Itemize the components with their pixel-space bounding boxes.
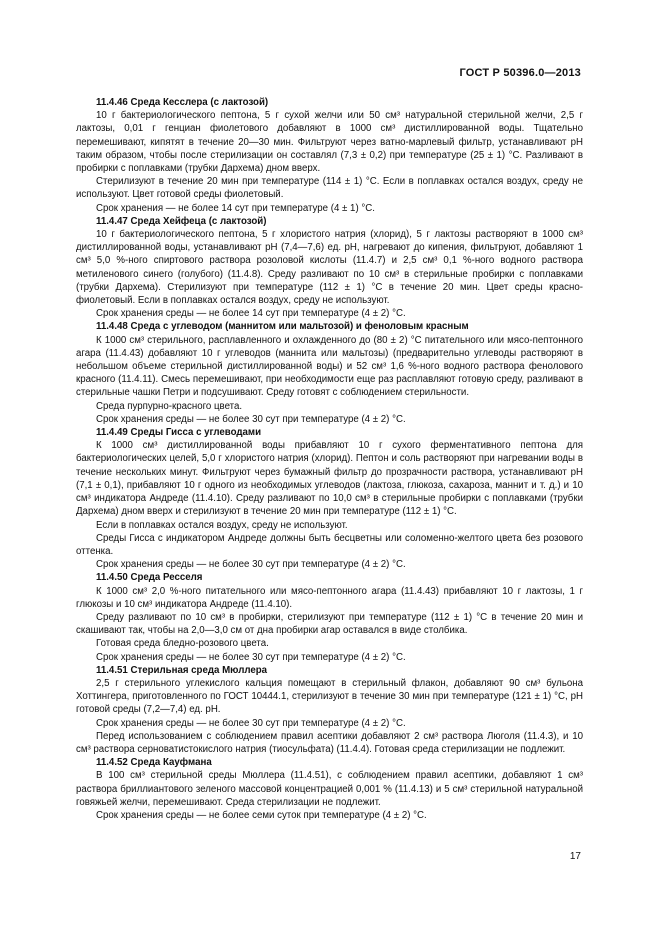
section-heading: 11.4.48 Среда с углеводом (маннитом или мальтозой) и феноловым красным (96, 321, 469, 333)
section-heading: 11.4.51 Стерильная среда Мюллера (96, 664, 268, 676)
section-heading: 11.4.47 Среда Хейфеца (с лактозой) (96, 215, 267, 227)
paragraph: К 1000 см³ дистиллированной воды прибавляют 10 г сухого ферментативного пептона для бактериологических целей, 5,0 г хлористого натрия (хлорид). Пептон и соль растворяют при нагревании воды в течение нескольких минут. Фильтруют через бумажный фильтр до прозрачности раствора, устанавливают pH (7,1 ± 0,1), прибавляют 10 г одного из необходимых углеводов (лактоза, глюкоза, сахароза, маннит и т. д.) и 10 см³ индикатора Андреде (11.4.10). Среду разливают по 10,0 см³ в стерильные пробирки с поплавками (трубки Дархема) дном вверх и стерилизуют в течение 20 мин при температуре (112 ± 1) °С. (76, 440, 583, 518)
paragraph: Срок хранения — не более 14 сут при температуре (4 ± 1) °С. (96, 202, 375, 214)
paragraph: 10 г бактериологического пептона, 5 г хлористого натрия (хлорид), 5 г лактозы растворяют в 1000 см³ дистиллированной воды, устанавливают pH (7,4—7,6) ед. pH, нагревают до кипения, фильтруют, добавляют 1 см³ 5,0 %-ного спиртового раствора розоловой кислоты (11.4.7) и 2,5 см³ 0,1 %-ного водного раствора метиленового синего (голубого) (11.4.8). Среду разливают по 10 см³ в стерильные пробирки с поплавками (трубки Дархема). Стерилизуют при температуре (112 ± 1) °С в течение 20 мин. Цвет среды красно-фиолетовый. Если в поплавках остался воздух, среду не используют. (76, 229, 583, 307)
paragraph: Срок хранения среды — не более семи суток при температуре (4 ± 2) °С. (96, 809, 427, 821)
paragraph: Готовая среда бледно-розового цвета. (96, 638, 269, 650)
document-body (76, 96, 583, 822)
section-heading: 11.4.50 Среда Ресселя (96, 572, 203, 584)
paragraph: В 100 см³ стерильной среды Мюллера (11.4.51), с соблюдением правил асептики, добавляют 1 см³ раствора бриллиантового зеленого массовой концентрацией 0,001 % (11.4.13) и 5 см³ стерильной натуральной говяжьей желчи, перемешивают. Среда стерилизации не подлежит. (76, 770, 583, 808)
paragraph: Срок хранения среды — не более 30 сут при температуре (4 ± 2) °С. (96, 717, 406, 729)
paragraph: Срок хранения среды — не более 30 сут при температуре (4 ± 2) °С. (96, 559, 406, 571)
paragraph: 2,5 г стерильного углекислого кальция помещают в стерильный флакон, добавляют 90 см³ бульона Хоттингера, приготовленного по ГОСТ 10444.1, стерилизуют в течение 30 мин при температуре (121 ± 1) °С, pH готовой среды (7,2—7,4) ед. pH. (76, 677, 583, 716)
document-code: ГОСТ Р 50396.0—2013 (459, 67, 581, 79)
section-heading: 11.4.49 Среды Гисса с углеводами (96, 427, 262, 439)
section-heading: 11.4.46 Среда Кесслера (с лактозой) (96, 97, 269, 108)
paragraph: Стерилизуют в течение 20 мин при температуре (114 ± 1) °С. Если в поплавках остался воздух, среду не используют. Цвет готовой среды фиолетовый. (76, 176, 583, 201)
paragraph: Срок хранения среды — не более 30 сут при температуре (4 ± 2) °С. (96, 413, 406, 425)
paragraph: К 1000 см³ 2,0 %-ного питательного или мясо-пептонного агара (11.4.43) прибавляют 10 г лактозы, 1 г глюкозы и 10 см³ индикатора Андреде (11.4.10). (76, 585, 583, 610)
paragraph: Срок хранения среды — не более 30 сут при температуре (4 ± 2) °С. (96, 651, 406, 663)
paragraph: Если в поплавках остался воздух, среду не используют. (96, 519, 348, 531)
section-heading: 11.4.52 Среда Кауфмана (96, 757, 212, 769)
paragraph: Среду разливают по 10 см³ в пробирки, стерилизуют при температуре (112 ± 1) °С в течение 20 мин и скашивают так, чтобы на 2,0—3,0 см от дна пробирки агар оставался в виде столбика. (76, 611, 583, 637)
paragraph: Срок хранения среды — не более 14 сут при температуре (4 ± 2) °С. (96, 308, 406, 320)
paragraph: Среда пурпурно-красного цвета. (96, 400, 243, 412)
paragraph: Среды Гисса с индикатором Андреде должны быть бесцветны или соломенно-желтого цвета без розового оттенка. (76, 532, 583, 557)
paragraph: 10 г бактериологического пептона, 5 г сухой желчи или 50 см³ натуральной стерильной желчи, 2,5 г лактозы, 0,01 г генциан фиолетового добавляют в 1000 см³ дистиллированной воды. Тщательно перемешивают, кипятят в течение 20—30 мин. Фильтруют через ватно-марлевый фильтр, устанавливают pH таким образом, чтобы после стерилизации он составлял (7,3 ± 0,2) при температуре (25 ± 1) °С. Разливают в пробирки с поплавками (трубки Дархема) дном вверх. (76, 110, 583, 175)
paragraph: К 1000 см³ стерильного, расплавленного и охлажденного до (80 ± 2) °С питательного или мясо-пептонного агара (11.4.43) добавляют 10 г углеводов (маннита или мальтозы) (предварительно углеводы растворяют в небольшом объеме стерильной дистиллированной воды) и 52 см³ 1,6 %-ного водного раствора фенолового красного (11.4.11). Смесь перемешивают, при необходимости еще раз расплавляют готовую среду, разливают в стерильные чашки Петри и подсушивают. Среду готовят с соблюдением стерильности. (76, 334, 583, 399)
page-number: 17 (569, 851, 581, 862)
paragraph: Перед использованием с соблюдением правил асептики добавляют 2 см³ раствора Люголя (11.4.3), и 10 см³ раствора серноватистокислого натрия (тиосульфата) (11.4.4). Готовая среда стерилизации не подлежит. (76, 730, 583, 755)
